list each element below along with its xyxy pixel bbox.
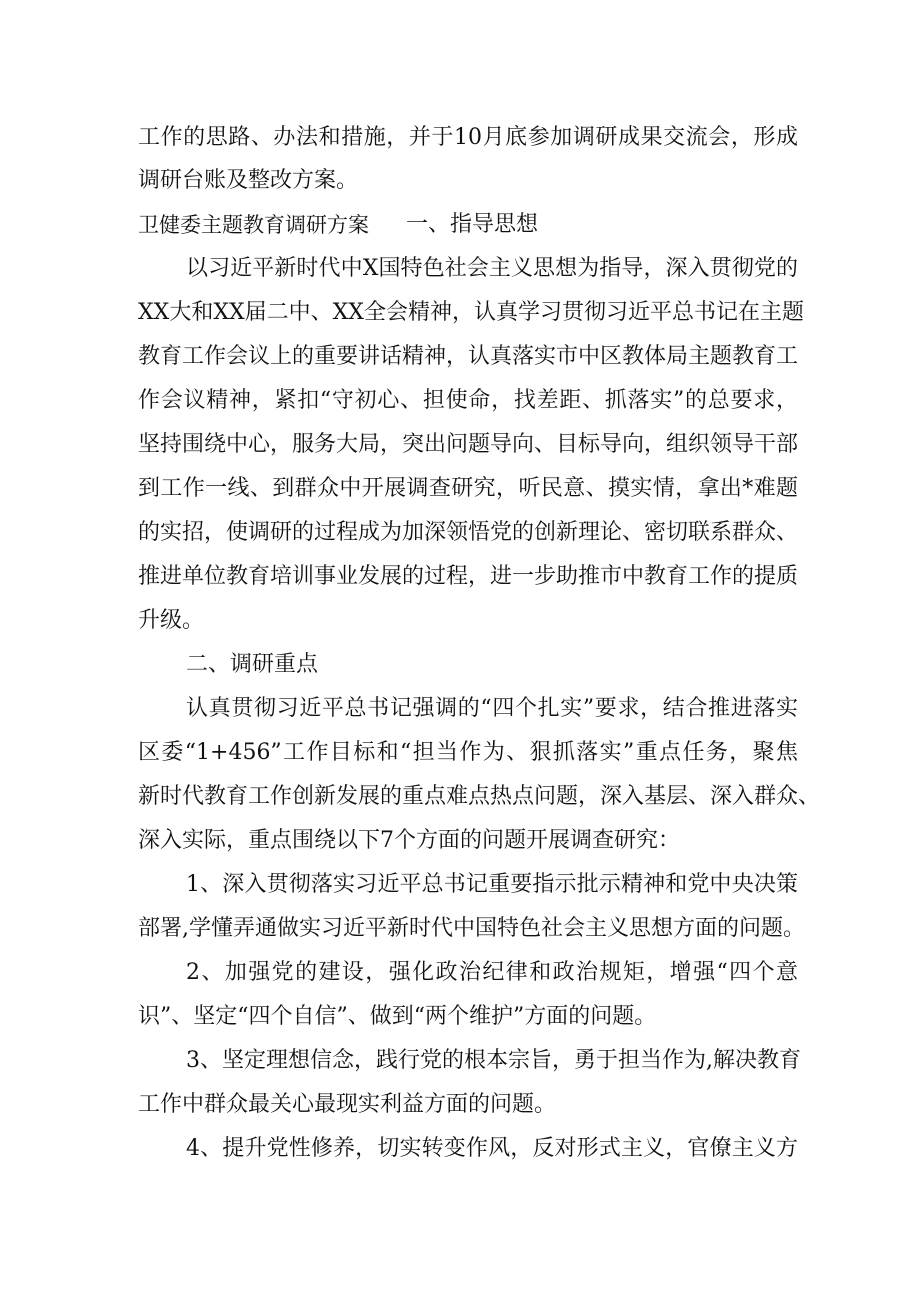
text-line-8: 到工作一线、到群众中开展调查研究，听民意、摸实情，拿出*难题 [138, 476, 798, 501]
text-line-13: 区委“1+456”工作目标和“担当作为、狠抓落实”重点任务，聚焦 [138, 740, 798, 765]
text-line-2: 调研台账及整改方案。 [138, 168, 359, 193]
list-item-2-line-1: 2、加强党的建设，强化政治纪律和政治规矩，增强“四个意 [186, 960, 798, 985]
list-item-1-line-2: 部署,学懂弄通做实习近平新时代中国特色社会主义思想方面的问题。 [138, 916, 805, 941]
section-heading-guiding-ideology: 一、指导思想 [406, 212, 539, 237]
text-line-15: 深入实际，重点围绕以下7个方面的问题开展调查研究： [138, 828, 680, 853]
text-line-11: 升级。 [138, 608, 205, 633]
section-heading-research-focus: 二、调研重点 [186, 652, 319, 677]
text-line-4: XX大和XX届二中、XX全会精神，认真学习贯彻习近平总书记在主题 [138, 300, 804, 325]
text-line-7: 坚持围绕中心，服务大局，突出问题导向、目标导向，组织领导干部 [138, 432, 799, 457]
list-item-2-line-2: 识”、坚定“四个自信”、做到“两个维护”方面的问题。 [138, 1004, 657, 1029]
text-line-3: 以习近平新时代中X国特色社会主义思想为指导，深入贯彻党的 [186, 256, 798, 281]
text-line-14: 新时代教育工作创新发展的重点难点热点问题，深入基层、深入群众、 [138, 784, 821, 809]
list-item-3-line-1: 3、坚定理想信念，践行党的根本宗旨，勇于担当作为,解决教育 [186, 1048, 801, 1073]
text-line-9: 的实招，使调研的过程成为加深领悟党的创新理论、密切联系群众、 [138, 520, 799, 545]
text-line-5: 教育工作会议上的重要讲话精神，认真落实市中区教体局主题教育工 [138, 344, 799, 369]
text-line-12: 认真贯彻习近平总书记强调的“四个扎实”要求，结合推进落实 [186, 696, 798, 721]
document-title: 卫健委主题教育调研方案 [138, 213, 369, 237]
list-item-3-line-2: 工作中群众最关心最现实利益方面的问题。 [138, 1092, 557, 1117]
text-line-10: 推进单位教育培训事业发展的过程，进一步助推市中教育工作的提质 [138, 564, 799, 589]
list-item-1-line-1: 1、深入贯彻落实习近平总书记重要指示批示精神和党中央决策 [186, 872, 798, 897]
text-line-1: 工作的思路、办法和措施，并于10月底参加调研成果交流会，形成 [138, 125, 798, 150]
text-line-6: 作会议精神，紧扣“守初心、担使命，找差距、抓落实”的总要求， [138, 388, 798, 413]
list-item-4-line-1: 4、提升党性修养，切实转变作风，反对形式主义，官僚主义方 [186, 1136, 798, 1161]
